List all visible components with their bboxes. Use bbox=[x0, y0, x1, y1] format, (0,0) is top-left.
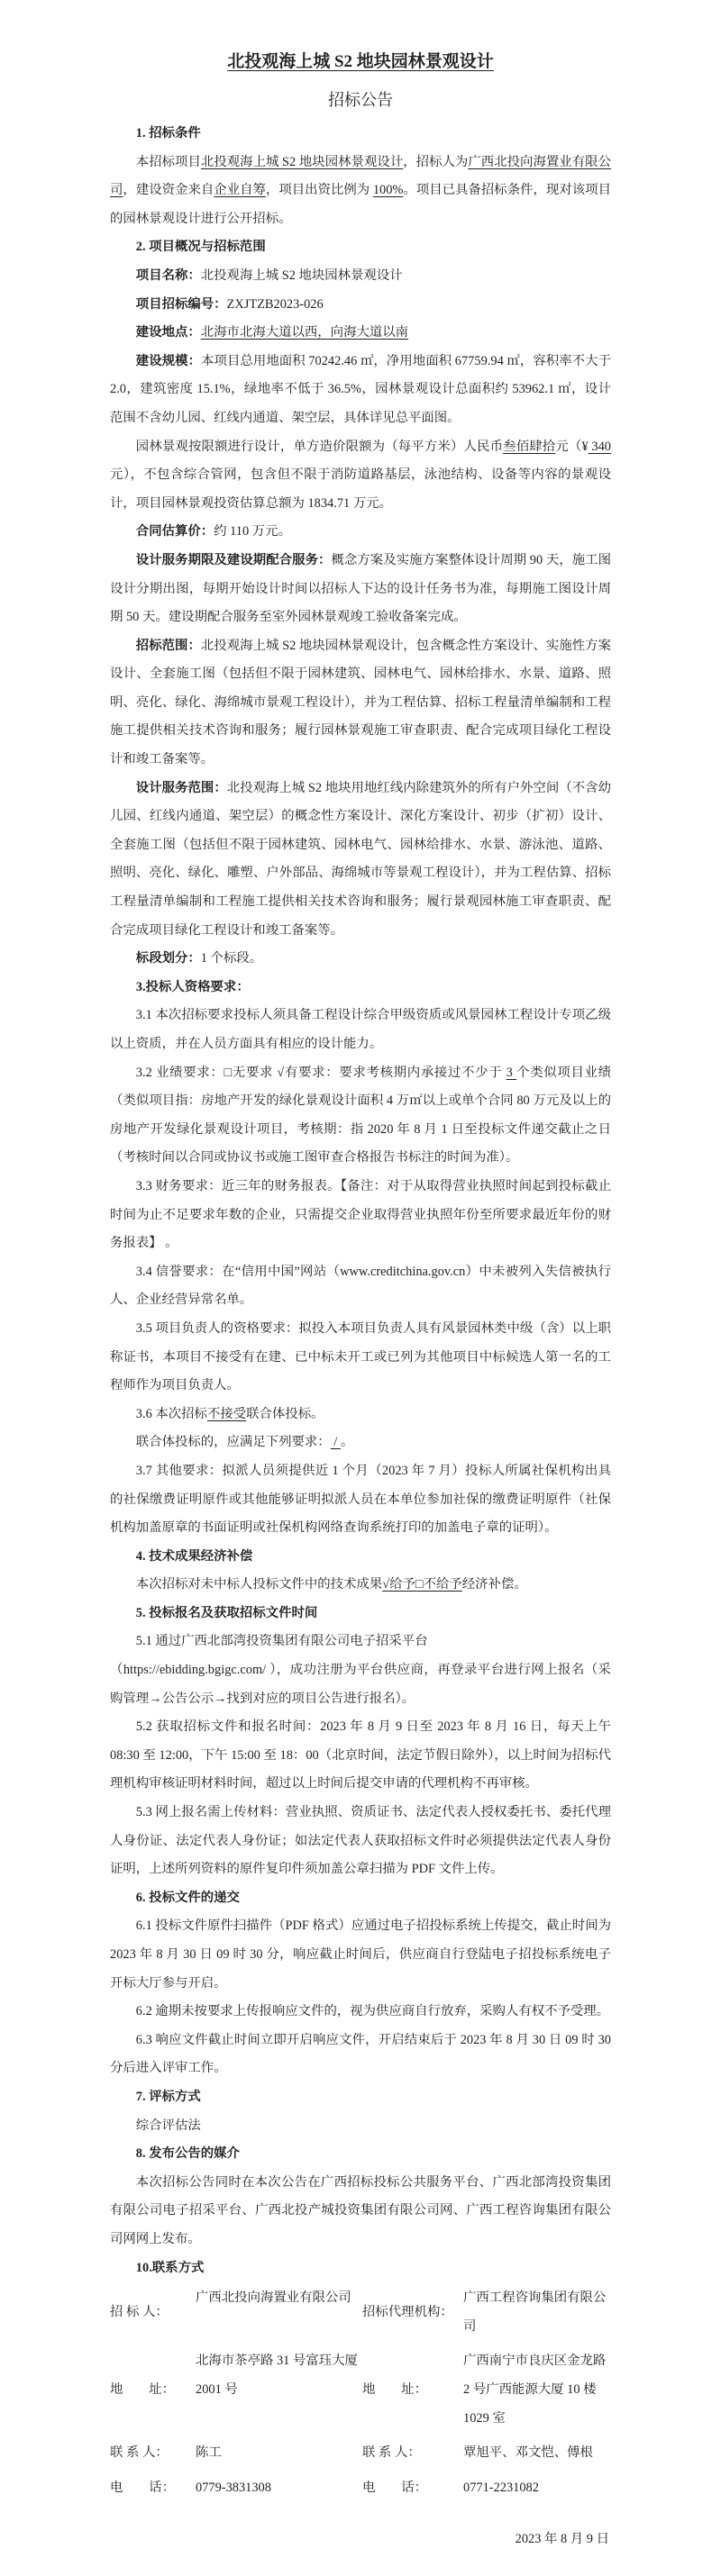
contact-label: 招标代理机构： bbox=[362, 2304, 453, 2319]
text-run: 广西北投向海置业有限公司 bbox=[110, 154, 611, 198]
text-run: 北投观海上城 S2 地块用地红线内除建筑外的所有户外空间（不含幼儿园、红线内通道、架空层）的概念性方案设计、深化方案设计、初步（扩初）设计、全套施工图（包括但不限于园林建筑、园林电气、园林给排水、水景、游泳池、道路、照明、亮化、绿化、雕塑、户外部品、海绵城市等景观工程设计），并为工程估算、招标工程量清单编制和工程施工提供相关技术咨询和服务；履行景观园林施工审查职责、配合完成项目绿化工程设计和竣工备案等。 bbox=[110, 780, 611, 938]
text-run: 建设规模： bbox=[135, 353, 202, 368]
text-run: 4. 技术成果经济补偿 bbox=[135, 1548, 253, 1564]
text-run: 5.1 通过广西北部湾投资集团有限公司电子招采平台 bbox=[135, 1634, 428, 1649]
text-run: 3.2 业绩要求：□无要求 √有要求：要求考核期内承接过不少于 bbox=[135, 1065, 507, 1080]
paragraph bbox=[110, 945, 611, 974]
text-run: ZXJTZB2023-026 bbox=[226, 296, 324, 312]
text-run: 3.4 信誉要求：在“信用中国”网站（www.creditchina.gov.cn）中未被列入失信被执行人、企业经营异常名单。 bbox=[110, 1264, 611, 1308]
document-subtitle: 招标公告 bbox=[328, 91, 393, 109]
text-run: 。 bbox=[340, 1435, 354, 1450]
text-run: ，招标人为 bbox=[403, 154, 469, 169]
paragraph bbox=[110, 1628, 611, 1656]
contact-value: 广西工程咨询集团有限公司 bbox=[463, 2290, 607, 2334]
text-run: 北投观海上城 S2 地块园林景观设计 bbox=[200, 154, 404, 169]
paragraph bbox=[110, 632, 611, 775]
text-run: 3 bbox=[506, 1065, 517, 1080]
contact-label: 联 系 人： bbox=[110, 2445, 169, 2461]
text-run: 10.联系方式 bbox=[135, 2260, 205, 2275]
text-run: 园林景观按限额进行设计，单方造价限额为（每平方米）人民币 bbox=[135, 439, 504, 454]
contact-value: 覃旭平、邓文恺、傅根 bbox=[463, 2445, 593, 2461]
text-run: 概念方案及实施方案整体设计周期 90 天，施工图设计分期出图，每期开始设计时间以招标人下达的设计任务书为准，每期施工图设计周期 50 天。建设期配合服务至室外园林景观竣工验收备案完成。 bbox=[110, 552, 611, 625]
text-run: 经济补偿。 bbox=[461, 1577, 527, 1592]
contact-label: 联 系 人： bbox=[362, 2445, 421, 2461]
text-run: 6.3 响应文件截止时间立即开启响应文件，开启结束后于 2023 年 8 月 30 日 09 时 30 分后进入评审工作。 bbox=[110, 2032, 611, 2076]
section-heading bbox=[110, 233, 611, 262]
text-run: 本项目总用地面积 70242.46 ㎡，净用地面积 67759.94 ㎡，容积率不大于 2.0，建筑密度 15.1%，绿地率不低于 36.5%，园林景观设计总面积约 53962.1 ㎡，设计范围不含幼儿园、红线内通道、架空层，具体详见总平面图。 bbox=[110, 353, 611, 425]
text-run: 元），不包含综合管网，包含但不限于消防道路基层，泳池结构、设备等内容的景观设计，项目园林景观投资估算总额为 1834.71 万元。 bbox=[110, 467, 611, 511]
section-heading bbox=[110, 974, 611, 1002]
paragraph bbox=[110, 1912, 611, 1998]
paragraph bbox=[110, 1429, 611, 1457]
paragraph bbox=[110, 518, 611, 547]
paragraph bbox=[110, 1401, 611, 1429]
paragraph bbox=[110, 1002, 611, 1058]
text-run: 联合体投标。 bbox=[246, 1406, 324, 1421]
text-run: 3.投标人资格要求： bbox=[135, 979, 250, 994]
text-run: 8. 发布公告的媒介 bbox=[135, 2146, 240, 2162]
text-run: √给予□不给予 bbox=[382, 1577, 462, 1592]
text-run: 6.1 投标文件原件扫描件（PDF 格式）应通过电子招投标系统上传提交，截止时间为 2023 年 8 月 30 日 09 时 30 分，响应截止时间后，供应商自行登陆电子招投标系统电子开标大厅参与开启。 bbox=[110, 1918, 611, 1991]
section-heading bbox=[110, 1543, 611, 1572]
paragraph bbox=[110, 547, 611, 632]
text-run: 6.2 逾期未按要求上传报响应文件的，视为供应商自行放弃，采购人有权不予受理。 bbox=[135, 2004, 610, 2019]
contact-label: 电 话： bbox=[362, 2480, 427, 2495]
text-run: 合同估算价： bbox=[135, 524, 214, 540]
text-run: / bbox=[330, 1435, 341, 1450]
paragraph bbox=[110, 291, 611, 320]
text-run: 3.3 财务要求：近三年的财务报表。【备注：对于从取得营业执照时间起到投标截止时间为止不足要求年数的企业，只需提交企业取得营业执照年份至所要求最近年份的财务报表】 。 bbox=[110, 1178, 611, 1251]
text-run: 1. 招标条件 bbox=[135, 126, 201, 141]
contact-value: 0771-2231082 bbox=[463, 2480, 539, 2495]
paragraph bbox=[110, 2112, 611, 2141]
text-run: 3.6 本次招标 bbox=[135, 1406, 207, 1421]
text-run: 5. 投标报名及获取招标文件时间 bbox=[135, 1605, 318, 1620]
text-run: 本次招标公告同时在本次公告在广西招标投标公共服务平台、广西北部湾投资集团有限公司电子招采平台、广西北投产城投资集团有限公司网、广西工程咨询集团有限公司网网上发布。 bbox=[110, 2174, 611, 2246]
paragraph bbox=[110, 319, 611, 348]
contact-value: 广西北投向海置业有限公司 bbox=[196, 2290, 351, 2306]
text-run: 北投观海上城 S2 地块园林景观设计 bbox=[200, 268, 403, 283]
text-run: 元（¥ bbox=[555, 439, 589, 454]
paragraph bbox=[110, 1059, 611, 1173]
paragraph bbox=[110, 775, 611, 946]
paragraph bbox=[110, 1173, 611, 1258]
text-run: 本次招标对未中标人投标文件中的技术成果 bbox=[135, 1577, 383, 1592]
contact-label: 地 址： bbox=[110, 2381, 175, 2397]
section-heading bbox=[110, 120, 611, 149]
text-run: 7. 评标方式 bbox=[135, 2089, 201, 2104]
text-run: 项目招标编号： bbox=[135, 296, 227, 312]
contact-value: 陈工 bbox=[196, 2445, 222, 2461]
section-heading bbox=[110, 1884, 611, 1913]
paragraph bbox=[110, 1258, 611, 1315]
paragraph bbox=[110, 1799, 611, 1884]
section-heading bbox=[110, 1600, 611, 1628]
paragraph bbox=[110, 348, 611, 433]
paragraph bbox=[110, 1656, 611, 1713]
text-run: 招标范围： bbox=[135, 638, 201, 653]
text-run: ，项目出资比例为 bbox=[265, 183, 373, 198]
paragraph bbox=[110, 1998, 611, 2027]
text-run: 本招标项目 bbox=[135, 154, 201, 169]
text-run: 北投观海上城 S2 地块园林景观设计，包含概念性方案设计、实施性方案设计、全套施工图（包括但不限于园林建筑、园林电气、园林给排水、水景、道路、照明、亮化、绿化、海绵城市景观工程设计），并为工程估算、招标工程量清单编制和工程施工提供相关技术咨询和服务；履行园林景观施工审查职责、配合完成项目绿化工程设计和竣工备案等。 bbox=[110, 638, 611, 767]
text-run: 设计服务期限及建设期配合服务： bbox=[135, 552, 332, 567]
contact-section bbox=[110, 2284, 611, 2502]
paragraph bbox=[110, 1457, 611, 1543]
text-run: 不接受 bbox=[206, 1406, 247, 1421]
paragraph bbox=[110, 2169, 611, 2254]
paragraph bbox=[110, 262, 611, 291]
contact-value: 广西南宁市良庆区金龙路 2 号广西能源大厦 10 楼 1029 室 bbox=[463, 2354, 607, 2426]
paragraph bbox=[110, 2027, 611, 2083]
paragraph bbox=[110, 149, 611, 234]
text-run: 340 bbox=[588, 439, 611, 454]
text-run: 项目名称： bbox=[135, 268, 201, 283]
section-heading bbox=[110, 2140, 611, 2169]
announcement-date: 2023 年 8 月 9 日 bbox=[515, 2532, 609, 2547]
text-run: 3.5 项目负责人的资格要求：拟投入本项目负责人具有风景园林类中级（含）以上职称证书，本项目不接受有在建、已中标未开工或已列为其他项目中标候选人第一名的工程师作为项目负责人。 bbox=[110, 1320, 611, 1393]
text-run: 约 110 万元。 bbox=[214, 524, 291, 540]
section-heading bbox=[110, 2254, 611, 2283]
paragraph bbox=[110, 433, 611, 519]
text-run: 标段划分： bbox=[135, 951, 201, 966]
text-run: 个类似项目业绩（类似项目指：房地产开发的绿化景观设计面积 4 万㎡以上或单个合同 80 万元及以上的房地产开发绿化景观设计项目，考核期：指 2020 年 8 月 1 日至投标文件递交截止之日（考核时间以合同或协议书或施工图审查合格报告书标注的时间为准）。 bbox=[110, 1065, 611, 1166]
text-run: 综合评估法 bbox=[135, 2118, 201, 2133]
text-run: 1 个标段。 bbox=[200, 951, 263, 966]
section-heading bbox=[110, 2083, 611, 2112]
document-title-text: 北投观海上城 S2 地块园林景观设计 bbox=[227, 52, 494, 71]
text-run: 5.3 网上报名需上传材料：营业执照、资质证书、法定代表人授权委托书、委托代理人身份证、法定代表人身份证；如法定代表人获取招标文件时必须提供法定代表人身份证明，上述所列资料的原件复印件须加盖公章扫描为 PDF 文件上传。 bbox=[110, 1805, 611, 1877]
text-run: 设计服务范围： bbox=[135, 780, 227, 795]
text-run: 。项目已具备招标条件，现对该项目的园林景观设计进行公开招标。 bbox=[110, 183, 611, 226]
text-run: 北海市北海大道以西，向海大道以南 bbox=[200, 325, 409, 340]
text-run: 3.7 其他要求：拟派人员须提供近 1 个月（2023 年 7 月）投标人所属社保机构出具的社保缴费证明原件或其他能够证明拟派人员在本单位参加社保的缴费证明原件（社保机构加盖原章的书面证明或社保机构网络查询系统打印的加盖电子章的证明）。 bbox=[110, 1463, 611, 1536]
text-run: 联合体投标的，应满足下列要求： bbox=[135, 1435, 331, 1450]
paragraph bbox=[110, 1571, 611, 1600]
text-run: 5.2 获取招标文件和报名时间：2023 年 8 月 9 日至 2023 年 8 月 16 日，每天上午 08:30 至 12:00，下午 15:00 至 18：00（北京时间，法定节假日除外），以上时间为招标代理机构审核证明材料时间，超过以上时间后提交申请的代理机构不再审核。 bbox=[110, 1719, 611, 1791]
contact-label: 招 标 人： bbox=[110, 2304, 169, 2319]
text-run: 100% bbox=[372, 183, 404, 198]
text-run: ，建设资金来自 bbox=[123, 183, 214, 198]
text-run: 6. 投标文件的递交 bbox=[135, 1890, 240, 1905]
text-run: （https://ebidding.bgigc.com/ ），成功注册为平台供应商，再登录平台进行网上报名（采购管理→公告公示→找到对应的项目公告进行报名）。 bbox=[110, 1663, 611, 1706]
contact-value: 0779-3831308 bbox=[196, 2480, 271, 2495]
paragraph bbox=[110, 1315, 611, 1401]
text-run: 企业自筹 bbox=[214, 183, 266, 198]
document-body bbox=[110, 120, 611, 2282]
contact-label: 电 话： bbox=[110, 2480, 175, 2495]
text-run: 2. 项目概况与招标范围 bbox=[135, 240, 266, 255]
contact-value: 北海市茶亭路 31 号富珏大厦 2001 号 bbox=[196, 2354, 358, 2397]
paragraph bbox=[110, 1713, 611, 1799]
text-run: 叁佰肆拾 bbox=[503, 439, 556, 454]
document-content bbox=[110, 0, 611, 2554]
text-run: 建设地点： bbox=[135, 325, 201, 340]
document-title bbox=[110, 50, 611, 74]
text-run: 3.1 本次招标要求投标人须具备工程设计综合甲级资质或风景园林工程设计专项乙级以上资质，并在人员方面具有相应的设计能力。 bbox=[110, 1008, 611, 1051]
contact-label: 地 址： bbox=[362, 2381, 427, 2397]
